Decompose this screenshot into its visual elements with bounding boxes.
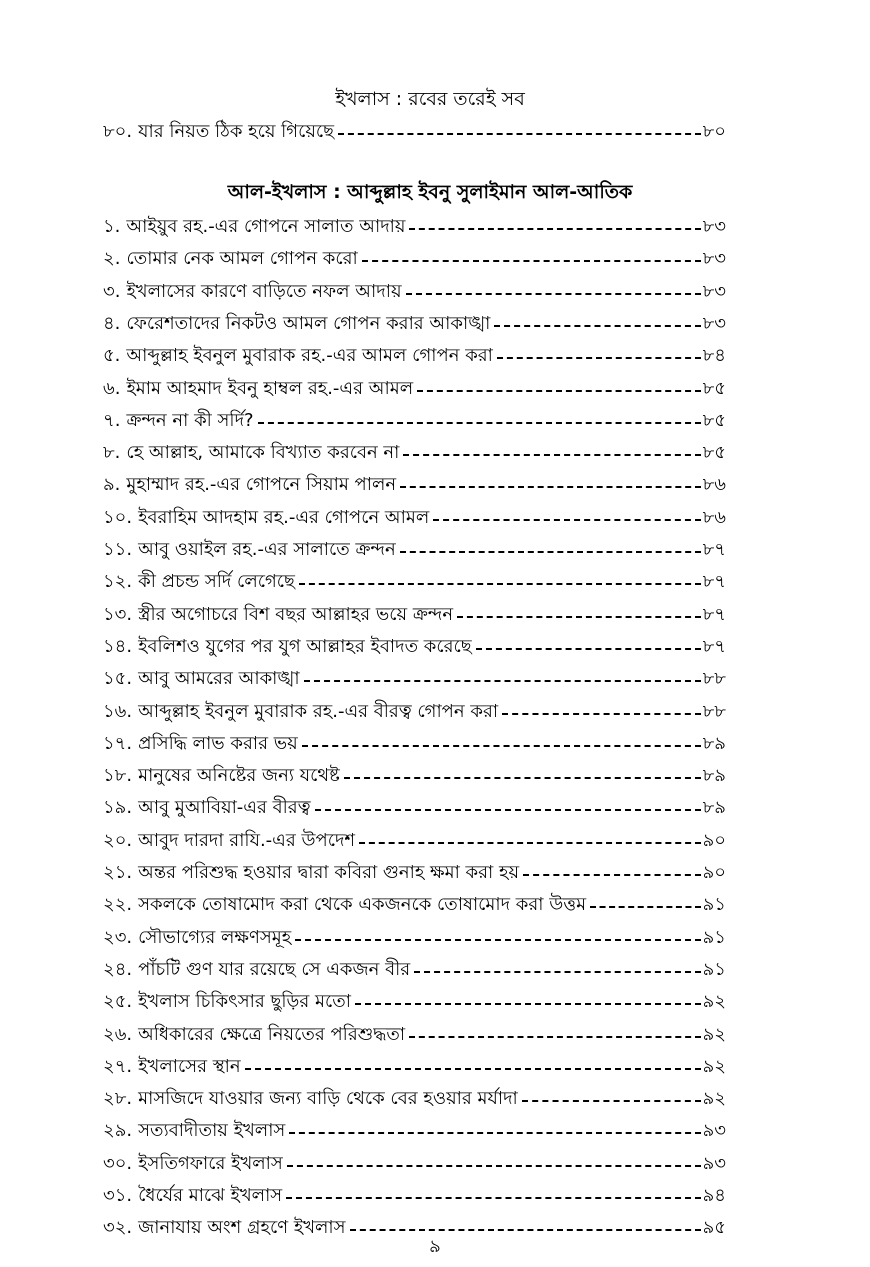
dot-leader <box>409 1036 700 1038</box>
dot-leader <box>417 390 700 392</box>
entry-page-number: ৯৩ <box>702 1120 726 1142</box>
entry-page-number: ৮৩ <box>702 312 726 334</box>
dot-leader <box>355 1003 701 1005</box>
entry-page-number: ৮৫ <box>702 442 726 464</box>
dot-leader <box>400 551 701 553</box>
toc-entry <box>103 596 726 628</box>
dot-leader <box>406 293 701 295</box>
entry-title: আব্দুল্লাহ ইবনুল মুবারাক রহ.-এর আমল গোপন করা <box>126 345 493 367</box>
dot-leader <box>359 842 701 844</box>
entry-number: ৪. <box>103 312 121 334</box>
entry-title: ইমাম আহমাদ ইবনু হাম্বল রহ.-এর আমল <box>126 377 414 399</box>
toc-entry <box>103 789 726 821</box>
entry-page-number: ৮৮ <box>702 700 726 722</box>
entry-page-number: ৮৩ <box>702 248 726 270</box>
entry-title: মুহাম্মাদ রহ.-এর গোপনে সিয়াম পালন <box>126 474 397 496</box>
dot-leader <box>287 1165 701 1167</box>
dot-leader <box>400 486 700 488</box>
entry-number: ২৮. <box>103 1088 133 1110</box>
page-number: ৯ <box>429 1236 441 1257</box>
entry-number: ১৬. <box>103 700 133 722</box>
entry-title: ইখলাসের কারণে বাড়িতে নফল আদায় <box>126 280 402 302</box>
entry-number: ৩২. <box>103 1217 133 1239</box>
toc-entry <box>103 1112 726 1144</box>
toc-entry <box>103 1016 726 1048</box>
entry-title: মাসজিদে যাওয়ার জন্য বাড়ি থেকে বের হওয়ার মর্যাদা <box>138 1088 518 1110</box>
entry-title: যার নিয়ত ঠিক হয়ে গিয়েছে <box>138 121 335 142</box>
toc-entry <box>103 113 726 145</box>
dot-leader <box>409 228 700 230</box>
dot-leader <box>350 1229 701 1231</box>
toc-entry <box>103 1048 726 1080</box>
dot-leader <box>299 583 701 585</box>
entry-title: ইখলাসের স্থান <box>138 1055 241 1077</box>
entry-page-number: ৮৯ <box>702 765 726 787</box>
entry-page-number: ৯১ <box>702 894 726 916</box>
dot-leader <box>302 745 701 747</box>
toc-entry <box>103 370 726 402</box>
dot-leader <box>476 648 701 650</box>
entry-title: পাঁচটি গুণ যার রয়েছে সে একজন বীর <box>138 958 411 980</box>
entry-page-number: ৯৩ <box>702 1152 726 1174</box>
entry-title: সত্যবাদীতায় ইখলাস <box>138 1120 286 1142</box>
toc-entry <box>103 531 726 563</box>
dot-leader <box>295 939 700 941</box>
toc-entry <box>103 628 726 660</box>
entry-title: জানাযায় অংশ গ্রহণে ইখলাস <box>138 1217 346 1239</box>
dot-leader <box>403 454 700 456</box>
toc-entry <box>103 240 726 272</box>
entry-title: তোমার নেক আমল গোপন করো <box>126 248 358 270</box>
entry-page-number: ৮৩ <box>702 280 726 302</box>
toc-entry <box>103 660 726 692</box>
entry-page-number: ৮৪ <box>702 345 726 367</box>
toc-entry <box>103 208 726 240</box>
entry-number: ১৭. <box>103 732 133 754</box>
entry-number: ৯. <box>103 474 121 496</box>
entry-title: আবু ওয়াইল রহ.-এর সালাতে ক্রন্দন <box>138 539 396 560</box>
entry-title: আব্দুল্লাহ ইবনুল মুবারাক রহ.-এর বীরত্ব গোপন করা <box>138 700 499 722</box>
entry-number: ৩০. <box>103 1152 133 1174</box>
entry-number: ২৯. <box>103 1120 133 1142</box>
entry-number: ৬. <box>103 377 121 399</box>
entry-number: ২৬. <box>103 1023 133 1045</box>
entry-page-number: ৮৭ <box>702 635 726 657</box>
entry-page-number: ৮৩ <box>702 216 726 237</box>
entry-number: ২৩. <box>103 926 133 948</box>
entry-page-number: ৯২ <box>702 991 726 1013</box>
entry-number: ২১. <box>103 862 133 883</box>
entry-page-number: ৮৯ <box>702 732 726 754</box>
dot-leader <box>457 616 701 618</box>
dot-leader <box>522 1100 701 1102</box>
entry-title: আবু আমরের আকাঙ্খা <box>138 668 300 690</box>
entry-title: প্রসিদ্ধি লাভ করার ভয় <box>138 732 298 754</box>
entry-page-number: ৮৯ <box>702 797 726 819</box>
entry-number: ১. <box>103 216 121 237</box>
dot-leader <box>497 357 701 359</box>
dot-leader <box>523 874 701 876</box>
entry-title: সৌভাগ্যের লক্ষণসমূহ <box>138 926 292 948</box>
toc-entry <box>103 563 726 595</box>
entry-number: ৮. <box>103 442 121 464</box>
toc-entry <box>103 983 726 1015</box>
entry-page-number: ৮৬ <box>702 506 726 528</box>
entry-number: ১৯. <box>103 797 133 819</box>
entry-page-number: ৮৫ <box>702 377 726 399</box>
toc-entry <box>103 725 726 757</box>
entry-title: অন্তর পরিশুদ্ধ হওয়ার দ্বারা কবিরা গুনাহ ক্ষমা করা হয় <box>138 862 520 883</box>
entry-number: ৮০. <box>103 121 133 142</box>
entry-number: ২২. <box>103 894 133 916</box>
entry-page-number: ৮৮ <box>702 668 726 690</box>
entry-page-number: ৯২ <box>702 1023 726 1045</box>
entry-number: ৫. <box>103 345 121 367</box>
toc-entry <box>103 854 726 886</box>
entry-page-number: ৯২ <box>702 1088 726 1110</box>
entry-title: ইসতিগফারে ইখলাস <box>138 1152 283 1174</box>
entry-page-number: ৮৭ <box>702 603 726 625</box>
entry-number: ২৫. <box>103 991 133 1013</box>
entry-title: ইবলিশও যুগের পর যুগ আল্লাহর ইবাদত করেছে <box>138 635 472 657</box>
entry-title: মানুষের অনিষ্টের জন্য যথেষ্ট <box>138 765 340 787</box>
entry-title: আবু মুআবিয়া-এর বীরত্ব <box>138 797 311 819</box>
dot-leader <box>590 906 700 908</box>
entry-number: ২৪. <box>103 958 133 980</box>
dot-leader <box>362 260 701 262</box>
section-heading: ইখলাস : রবের তরেই সব <box>335 88 525 110</box>
entry-title: হে আল্লাহ, আমাকে বিখ্যাত করবেন না <box>126 442 400 464</box>
dot-leader <box>414 971 700 973</box>
entry-title: ফেরেশতাদের নিকটও আমল গোপন করার আকাঙ্খা <box>126 312 491 334</box>
entry-number: ২৭. <box>103 1055 133 1077</box>
entry-title: ক্রন্দন না কী সর্দি? <box>126 409 254 431</box>
dot-leader <box>433 519 700 521</box>
entry-page-number: ৮০ <box>702 121 726 142</box>
entry-page-number: ৯০ <box>702 862 726 883</box>
dot-leader <box>338 133 701 135</box>
entry-title: কী প্রচন্ড সর্দি লেগেছে <box>138 571 295 593</box>
toc-entry <box>103 1080 726 1112</box>
entry-title: স্ত্রীর অগোচরে বিশ বছর আল্লাহর ভয়ে ক্রন্দন <box>138 603 454 625</box>
section-heading: আল-ইখলাস : আব্দুল্লাহ ইবনু সুলাইমান আল-আতিক <box>227 181 633 203</box>
entry-number: ১২. <box>103 571 133 593</box>
entry-title: ধৈর্যের মাঝে ইখলাস <box>138 1185 283 1206</box>
toc-entry <box>103 886 726 918</box>
entry-number: ২০. <box>103 829 133 851</box>
toc-entry <box>103 434 726 466</box>
dot-leader <box>258 422 701 424</box>
toc-entry <box>103 1177 726 1209</box>
dot-leader <box>289 1132 700 1134</box>
entry-page-number: ৮৭ <box>702 571 726 593</box>
entry-number: ৭. <box>103 409 121 431</box>
toc-entry <box>103 693 726 725</box>
toc-entry <box>103 466 726 498</box>
dot-leader <box>245 1068 701 1070</box>
toc-entry <box>103 822 726 854</box>
toc-entry <box>103 337 726 369</box>
toc-entry <box>103 499 726 531</box>
entry-number: ১১. <box>103 539 133 560</box>
entry-title: ইখলাস চিকিৎসার ছুড়ির মতো <box>138 991 351 1013</box>
entry-page-number: ৯০ <box>702 829 726 851</box>
entry-page-number: ৯৪ <box>702 1185 726 1206</box>
entry-page-number: ৮৫ <box>702 409 726 431</box>
toc-entry <box>103 273 726 305</box>
entry-number: ৩. <box>103 280 121 302</box>
entry-page-number: ৯২ <box>702 1055 726 1077</box>
toc-entry <box>103 402 726 434</box>
entry-number: ৩১. <box>103 1185 133 1206</box>
entry-page-number: ৯১ <box>702 926 726 948</box>
entry-title: অধিকারের ক্ষেত্রে নিয়তের পরিশুদ্ধতা <box>138 1023 406 1045</box>
entry-number: ১০. <box>103 506 133 528</box>
entry-number: ১৩. <box>103 603 133 625</box>
toc-entry <box>103 919 726 951</box>
entry-page-number: ৯৫ <box>702 1217 726 1239</box>
toc-entry <box>103 757 726 789</box>
toc-entry <box>103 951 726 983</box>
entry-number: ১৪. <box>103 635 133 657</box>
toc-entry <box>103 1145 726 1177</box>
entry-number: ২. <box>103 248 121 270</box>
entry-number: ১৫. <box>103 668 133 690</box>
entry-page-number: ৯১ <box>702 958 726 980</box>
entry-title: আইয়ুব রহ.-এর গোপনে সালাত আদায় <box>126 216 406 237</box>
dot-leader <box>286 1197 700 1199</box>
dot-leader <box>344 777 701 779</box>
entry-title: আবুদ দারদা রাযি.-এর উপদেশ <box>138 829 356 851</box>
entry-page-number: ৮৭ <box>702 539 726 560</box>
dot-leader <box>304 680 701 682</box>
toc-entry <box>103 305 726 337</box>
entry-title: সকলকে তোষামোদ করা থেকে একজনকে তোষামোদ করা উত্তম <box>138 894 587 916</box>
entry-page-number: ৮৬ <box>702 474 726 496</box>
entry-number: ১৮. <box>103 765 133 787</box>
dot-leader <box>502 713 701 715</box>
dot-leader <box>315 809 701 811</box>
dot-leader <box>494 325 700 327</box>
entry-title: ইবরাহিম আদহাম রহ.-এর গোপনে আমল <box>138 506 430 528</box>
